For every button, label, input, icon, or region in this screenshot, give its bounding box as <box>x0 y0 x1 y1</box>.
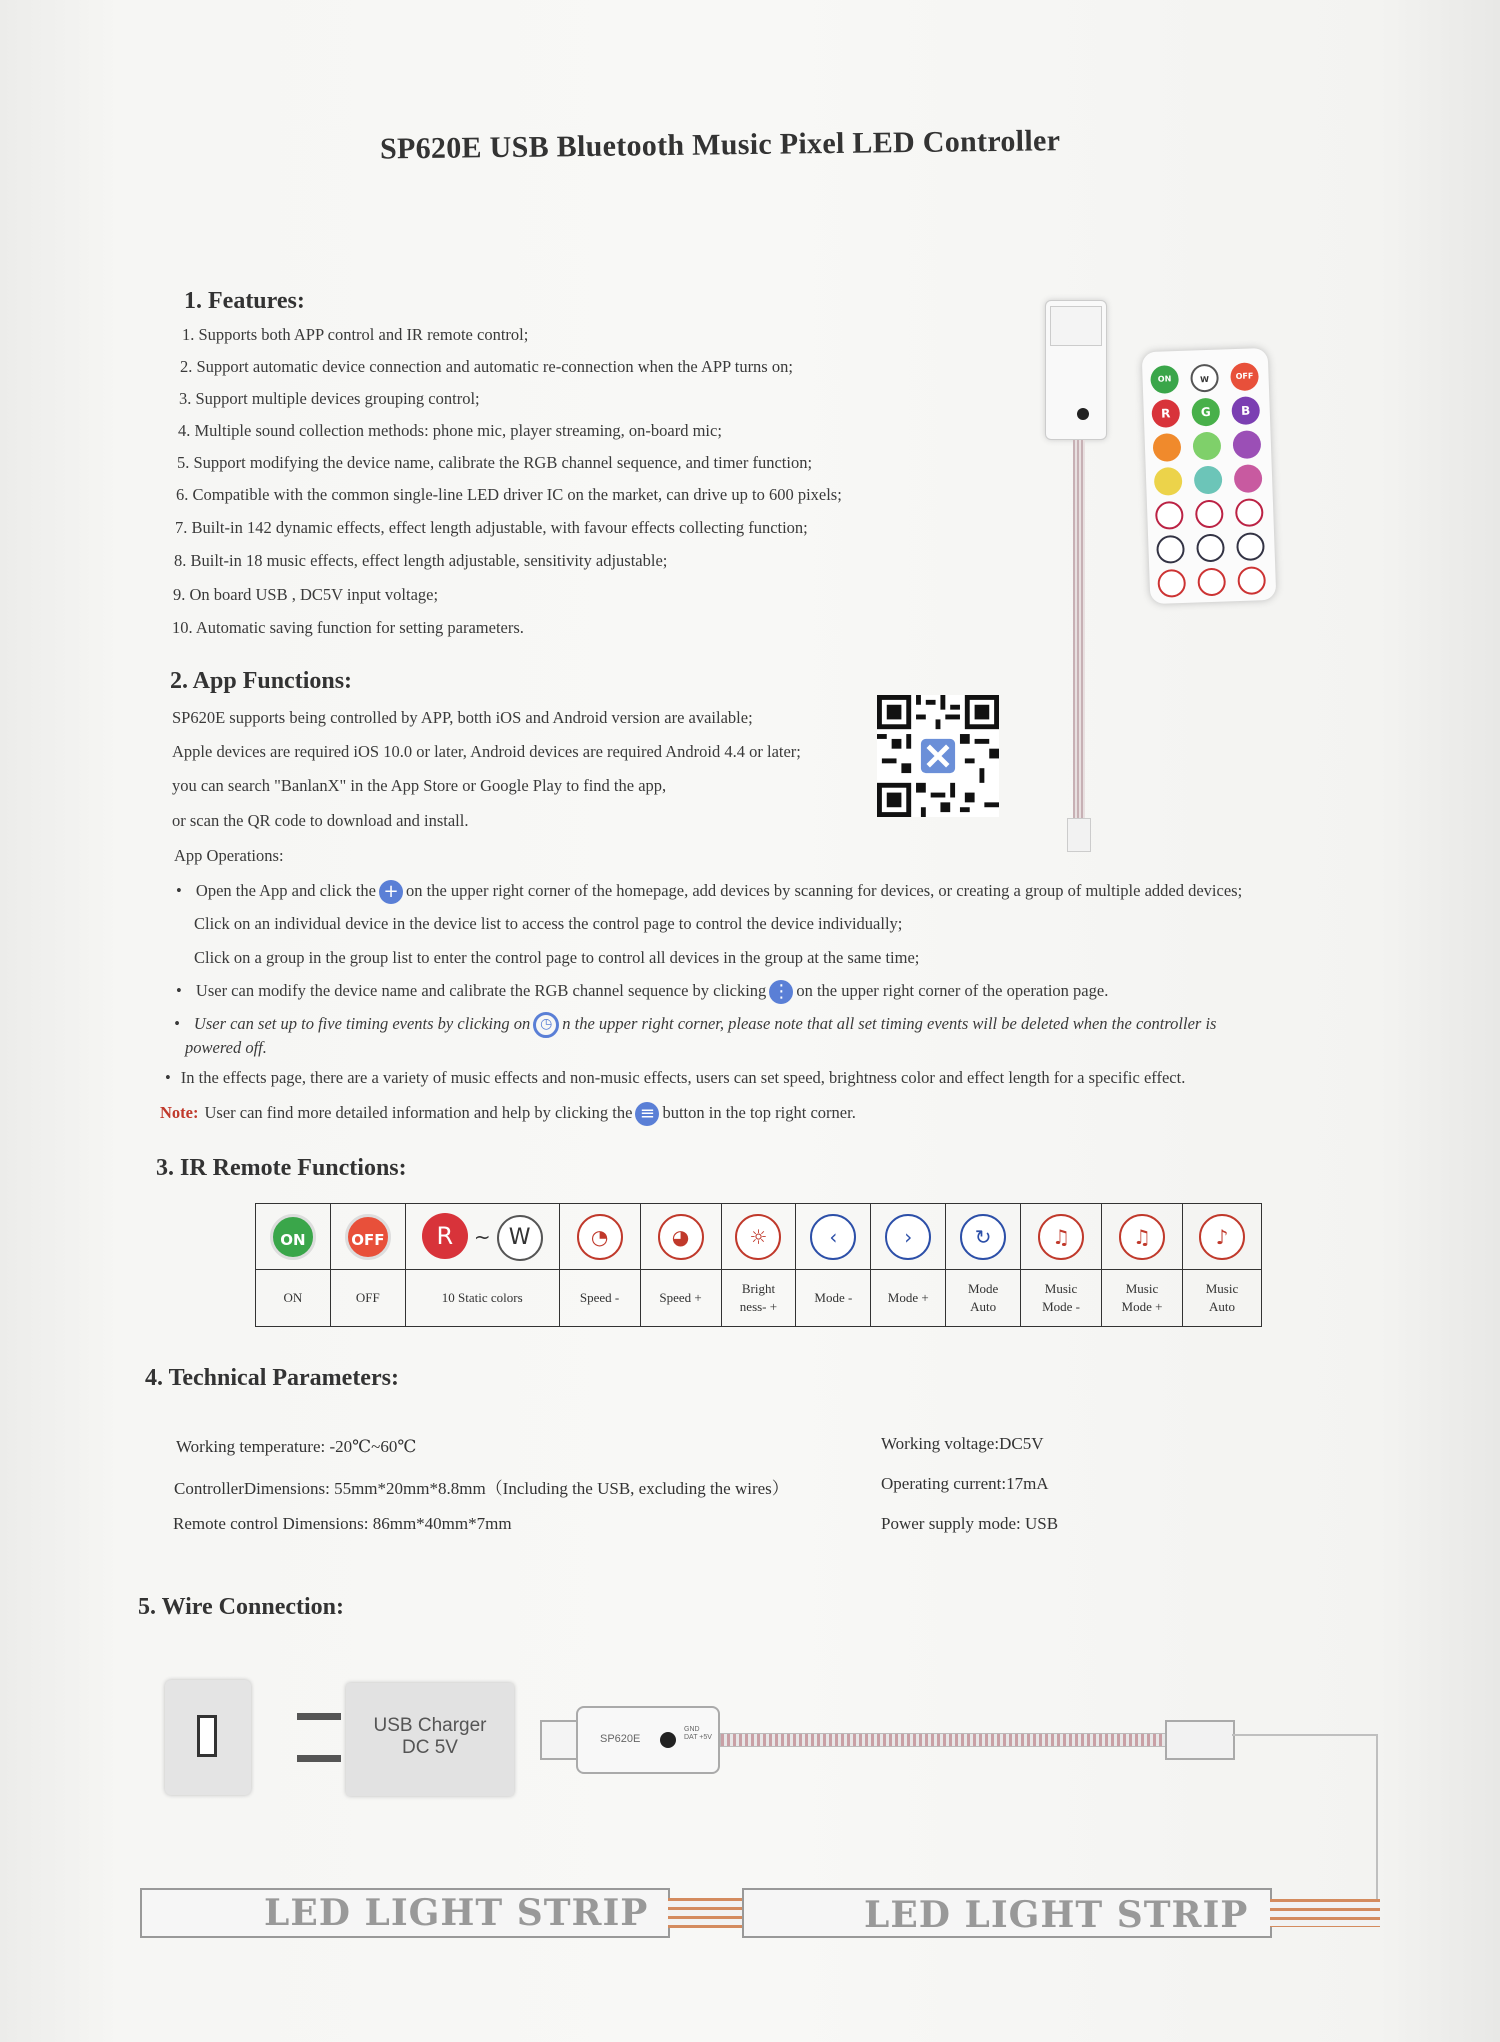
remote-w-icon: W <box>1190 364 1219 393</box>
note-text-a: User can find more detailed information and help by clicking the <box>204 1102 633 1122</box>
music-mode-plus-icon: ♫ <box>1119 1214 1165 1260</box>
mode-plus-icon: › <box>885 1214 931 1260</box>
feature-item: 2. Support automatic device connection and automatic re-connection when the APP turns on; <box>180 357 793 376</box>
off-button-icon: OFF <box>345 1214 391 1260</box>
ir-label-brightness <box>721 1270 796 1327</box>
qr-code-image <box>876 695 1000 817</box>
feature-item: 1. Supports both APP control and IR remote control; <box>182 325 529 344</box>
ir-cell-off <box>330 1204 405 1270</box>
remote-music-auto-icon <box>1237 566 1266 595</box>
feature-item: 7. Built-in 142 dynamic effects, effect length adjustable, with favour effects collecting function; <box>175 518 808 537</box>
feature-item: 3. Support multiple devices grouping control; <box>179 389 480 408</box>
brightness-icon: ☼ <box>735 1214 781 1260</box>
remote-music-plus-icon <box>1197 567 1226 596</box>
page-title: SP620E USB Bluetooth Music Pixel LED Controller <box>379 124 1061 166</box>
remote-on-icon: ON <box>1150 365 1179 394</box>
features-heading: 1. Features: <box>184 288 305 314</box>
remote-b-icon: B <box>1231 396 1260 425</box>
feature-item: 8. Built-in 18 music effects, effect length adjustable, sensitivity adjustable; <box>174 551 668 570</box>
add-plus-icon: + <box>379 880 403 904</box>
plug-prong-icon <box>297 1755 341 1762</box>
app-op-2 <box>176 980 1108 1004</box>
mode-auto-icon: ↻ <box>960 1214 1006 1260</box>
tech-param-right: Power supply mode: USB <box>881 1514 1059 1533</box>
controller-diagram-pins: GND DAT +5V <box>684 1726 712 1741</box>
feature-item: 4. Multiple sound collection methods: phone mic, player streaming, on-board mic; <box>178 421 722 440</box>
app-intro-line: SP620E supports being controlled by APP, botth iOS and Android version are available; <box>172 708 753 727</box>
controller-diagram-image <box>576 1706 720 1774</box>
tech-param-left: Working temperature: -20℃~60℃ <box>176 1437 417 1456</box>
ir-label-speed-minus: Speed - <box>559 1270 640 1327</box>
wire-heading: 5. Wire Connection: <box>138 1594 345 1620</box>
ir-label-mode-minus: Mode - <box>796 1270 871 1327</box>
tech-param-left: Remote control Dimensions: 86mm*40mm*7mm <box>173 1514 512 1533</box>
ir-label-static: 10 Static colors <box>405 1270 559 1327</box>
app-intro-line: you can search "BanlanX" in the App Store or Google Play to find the app, <box>172 776 667 795</box>
ir-label-music-minus-2: Mode - <box>1042 1299 1081 1314</box>
feature-item: 9. On board USB , DC5V input voltage; <box>173 585 439 604</box>
ir-label-speed-plus: Speed + <box>640 1270 721 1327</box>
ir-cell-speed-minus <box>559 1204 640 1270</box>
strip-input-wire-image <box>1270 1899 1380 1927</box>
ir-cell-mode-minus <box>796 1204 871 1270</box>
app-heading: 2. App Functions: <box>170 668 353 694</box>
app-op-1-b: on the upper right corner of the homepage, add devices by scanning for devices, or creating a group of multiple added devices; <box>405 880 1243 900</box>
ir-functions-table <box>255 1203 1262 1327</box>
charger-label-1: USB Charger <box>373 1715 487 1736</box>
w-button-icon: W <box>497 1215 543 1261</box>
charger-label-2: DC 5V <box>402 1737 458 1758</box>
ir-cell-music-minus <box>1021 1204 1102 1270</box>
strip-joint-wire-image <box>668 1898 742 1928</box>
controller-diagram-label: SP620E <box>600 1733 641 1745</box>
remote-g-icon: G <box>1191 398 1220 427</box>
led-strip-2-label: LED LIGHT STRIP <box>864 1894 1249 1936</box>
app-op-1-c: Click on an individual device in the device list to access the control page to control the device individually; <box>194 914 903 933</box>
app-intro-line: or scan the QR code to download and install. <box>172 811 469 830</box>
app-op-3-a: User can set up to five timing events by clicking on <box>193 1013 531 1033</box>
app-ops-label: App Operations: <box>174 846 284 865</box>
feature-item: 10. Automatic saving function for setting parameters. <box>172 618 524 637</box>
remote-orange-icon <box>1152 433 1181 462</box>
ir-label-music-plus <box>1102 1270 1183 1327</box>
note-text-b: button in the top right corner. <box>662 1102 856 1122</box>
controller-button-icon <box>1077 408 1089 420</box>
tech-param-right: Working voltage:DC5V <box>881 1434 1044 1453</box>
mode-minus-icon: ‹ <box>810 1214 856 1260</box>
remote-r-icon: R <box>1151 399 1180 428</box>
wall-socket-image <box>165 1680 251 1795</box>
ir-cell-mode-plus <box>871 1204 946 1270</box>
ir-label-on: ON <box>256 1270 331 1327</box>
remote-mode-minus-icon <box>1156 535 1185 564</box>
plug-prong-icon <box>297 1713 341 1720</box>
app-op-1 <box>176 880 1242 904</box>
remote-purple-icon <box>1232 430 1261 459</box>
remote-speed-minus-icon <box>1155 501 1184 530</box>
led-strip-2-image <box>742 1888 1272 1938</box>
app-op-1-a: Open the App and click the <box>195 880 376 900</box>
ir-label-music-auto-2: Auto <box>1208 1299 1235 1314</box>
ir-label-music-auto <box>1182 1270 1261 1327</box>
usb-plug-icon <box>540 1720 578 1760</box>
led-strip-1-image <box>140 1888 670 1938</box>
ir-cell-brightness <box>721 1204 796 1270</box>
remote-pink-icon <box>1234 464 1263 493</box>
app-op-3-b: n the upper right corner, please note that all set timing events will be deleted when the controller is <box>562 1013 1217 1033</box>
remote-mode-auto-icon <box>1236 532 1265 561</box>
tech-param-right: Operating current:17mA <box>881 1474 1049 1493</box>
remote-yellow-icon <box>1154 467 1183 496</box>
note-label: Note: <box>160 1102 199 1122</box>
more-options-icon: ⋮ <box>769 980 793 1004</box>
speed-plus-icon: ◕ <box>658 1214 704 1260</box>
ir-cell-speed-plus <box>640 1204 721 1270</box>
ir-label-mode-auto-2: Auto <box>970 1299 997 1314</box>
ir-label-brightness-2: ness- + <box>739 1299 778 1314</box>
music-auto-icon: ♪ <box>1199 1214 1245 1260</box>
remote-off-icon: OFF <box>1230 362 1259 391</box>
remote-lime-icon <box>1192 432 1221 461</box>
app-op-3-c: powered off. <box>185 1038 267 1057</box>
wire-connector-image <box>1165 1720 1235 1760</box>
app-op-3 <box>174 1012 1216 1038</box>
usb-port-icon <box>197 1715 217 1757</box>
controller-cable-image <box>1073 440 1085 825</box>
app-op-2-a: User can modify the device name and calibrate the RGB channel sequence by clicking <box>195 980 767 1000</box>
ir-label-off: OFF <box>330 1270 405 1327</box>
tech-heading: 4. Technical Parameters: <box>145 1365 399 1391</box>
ir-label-music-plus-1: Music <box>1125 1281 1159 1297</box>
ir-label-mode-auto-1: Mode <box>967 1281 999 1297</box>
ir-heading: 3. IR Remote Functions: <box>156 1155 407 1181</box>
timer-clock-icon: ◷ <box>533 1012 559 1038</box>
ir-label-mode-plus: Mode + <box>871 1270 946 1327</box>
ir-cell-static <box>405 1204 559 1270</box>
controller-diagram-button-icon <box>660 1732 676 1748</box>
remote-music-minus-icon <box>1157 569 1186 598</box>
ir-label-brightness-1: Bright <box>741 1281 776 1297</box>
ir-label-music-plus-2: Mode + <box>1121 1299 1163 1314</box>
ir-label-music-minus <box>1021 1270 1102 1327</box>
ir-label-music-minus-1: Music <box>1044 1281 1078 1297</box>
range-tilde: ~ <box>473 1224 491 1249</box>
remote-brightness-icon <box>1235 498 1264 527</box>
ir-label-mode-auto <box>946 1270 1021 1327</box>
ir-cell-mode-auto <box>946 1204 1021 1270</box>
help-menu-icon: ≡ <box>635 1102 659 1126</box>
ir-cell-music-auto <box>1182 1204 1261 1270</box>
ir-cell-on <box>256 1204 331 1270</box>
usb-plug-image <box>1050 306 1102 346</box>
ir-cell-music-plus <box>1102 1204 1183 1270</box>
remote-cyan-icon <box>1194 466 1223 495</box>
ir-remote-image <box>1142 348 1277 604</box>
cable-connector-image <box>1067 818 1091 852</box>
music-mode-minus-icon: ♫ <box>1038 1214 1084 1260</box>
speed-minus-icon: ◔ <box>577 1214 623 1260</box>
app-op-1-d: Click on a group in the group list to enter the control page to control all devices in the group at the same time; <box>194 948 920 967</box>
app-op-4: • In the effects page, there are a variety of music effects and non-music effects, users can set speed, brightness color and effect length for a specific effect. <box>165 1068 1185 1088</box>
remote-mode-plus-icon <box>1196 534 1225 563</box>
r-button-icon: R <box>422 1213 468 1259</box>
app-note <box>160 1102 856 1126</box>
signal-wire-image <box>720 1733 1170 1747</box>
feature-item: 5. Support modifying the device name, calibrate the RGB channel sequence, and timer function; <box>177 453 813 472</box>
on-button-icon: ON <box>270 1214 316 1260</box>
app-op-2-b: on the upper right corner of the operation page. <box>796 980 1109 1000</box>
remote-speed-plus-icon <box>1195 500 1224 529</box>
ir-label-music-auto-1: Music <box>1205 1281 1239 1297</box>
tech-param-left: ControllerDimensions: 55mm*20mm*8.8mm（Including the USB, excluding the wires） <box>174 1479 789 1498</box>
feature-item: 6. Compatible with the common single-line LED driver IC on the market, can drive up to 600 pixels; <box>176 485 842 504</box>
led-strip-1-label: LED LIGHT STRIP <box>264 1892 649 1934</box>
usb-charger-image <box>346 1683 514 1796</box>
app-intro-line: Apple devices are required iOS 10.0 or later, Android devices are required Android 4.4 or later; <box>172 742 801 761</box>
